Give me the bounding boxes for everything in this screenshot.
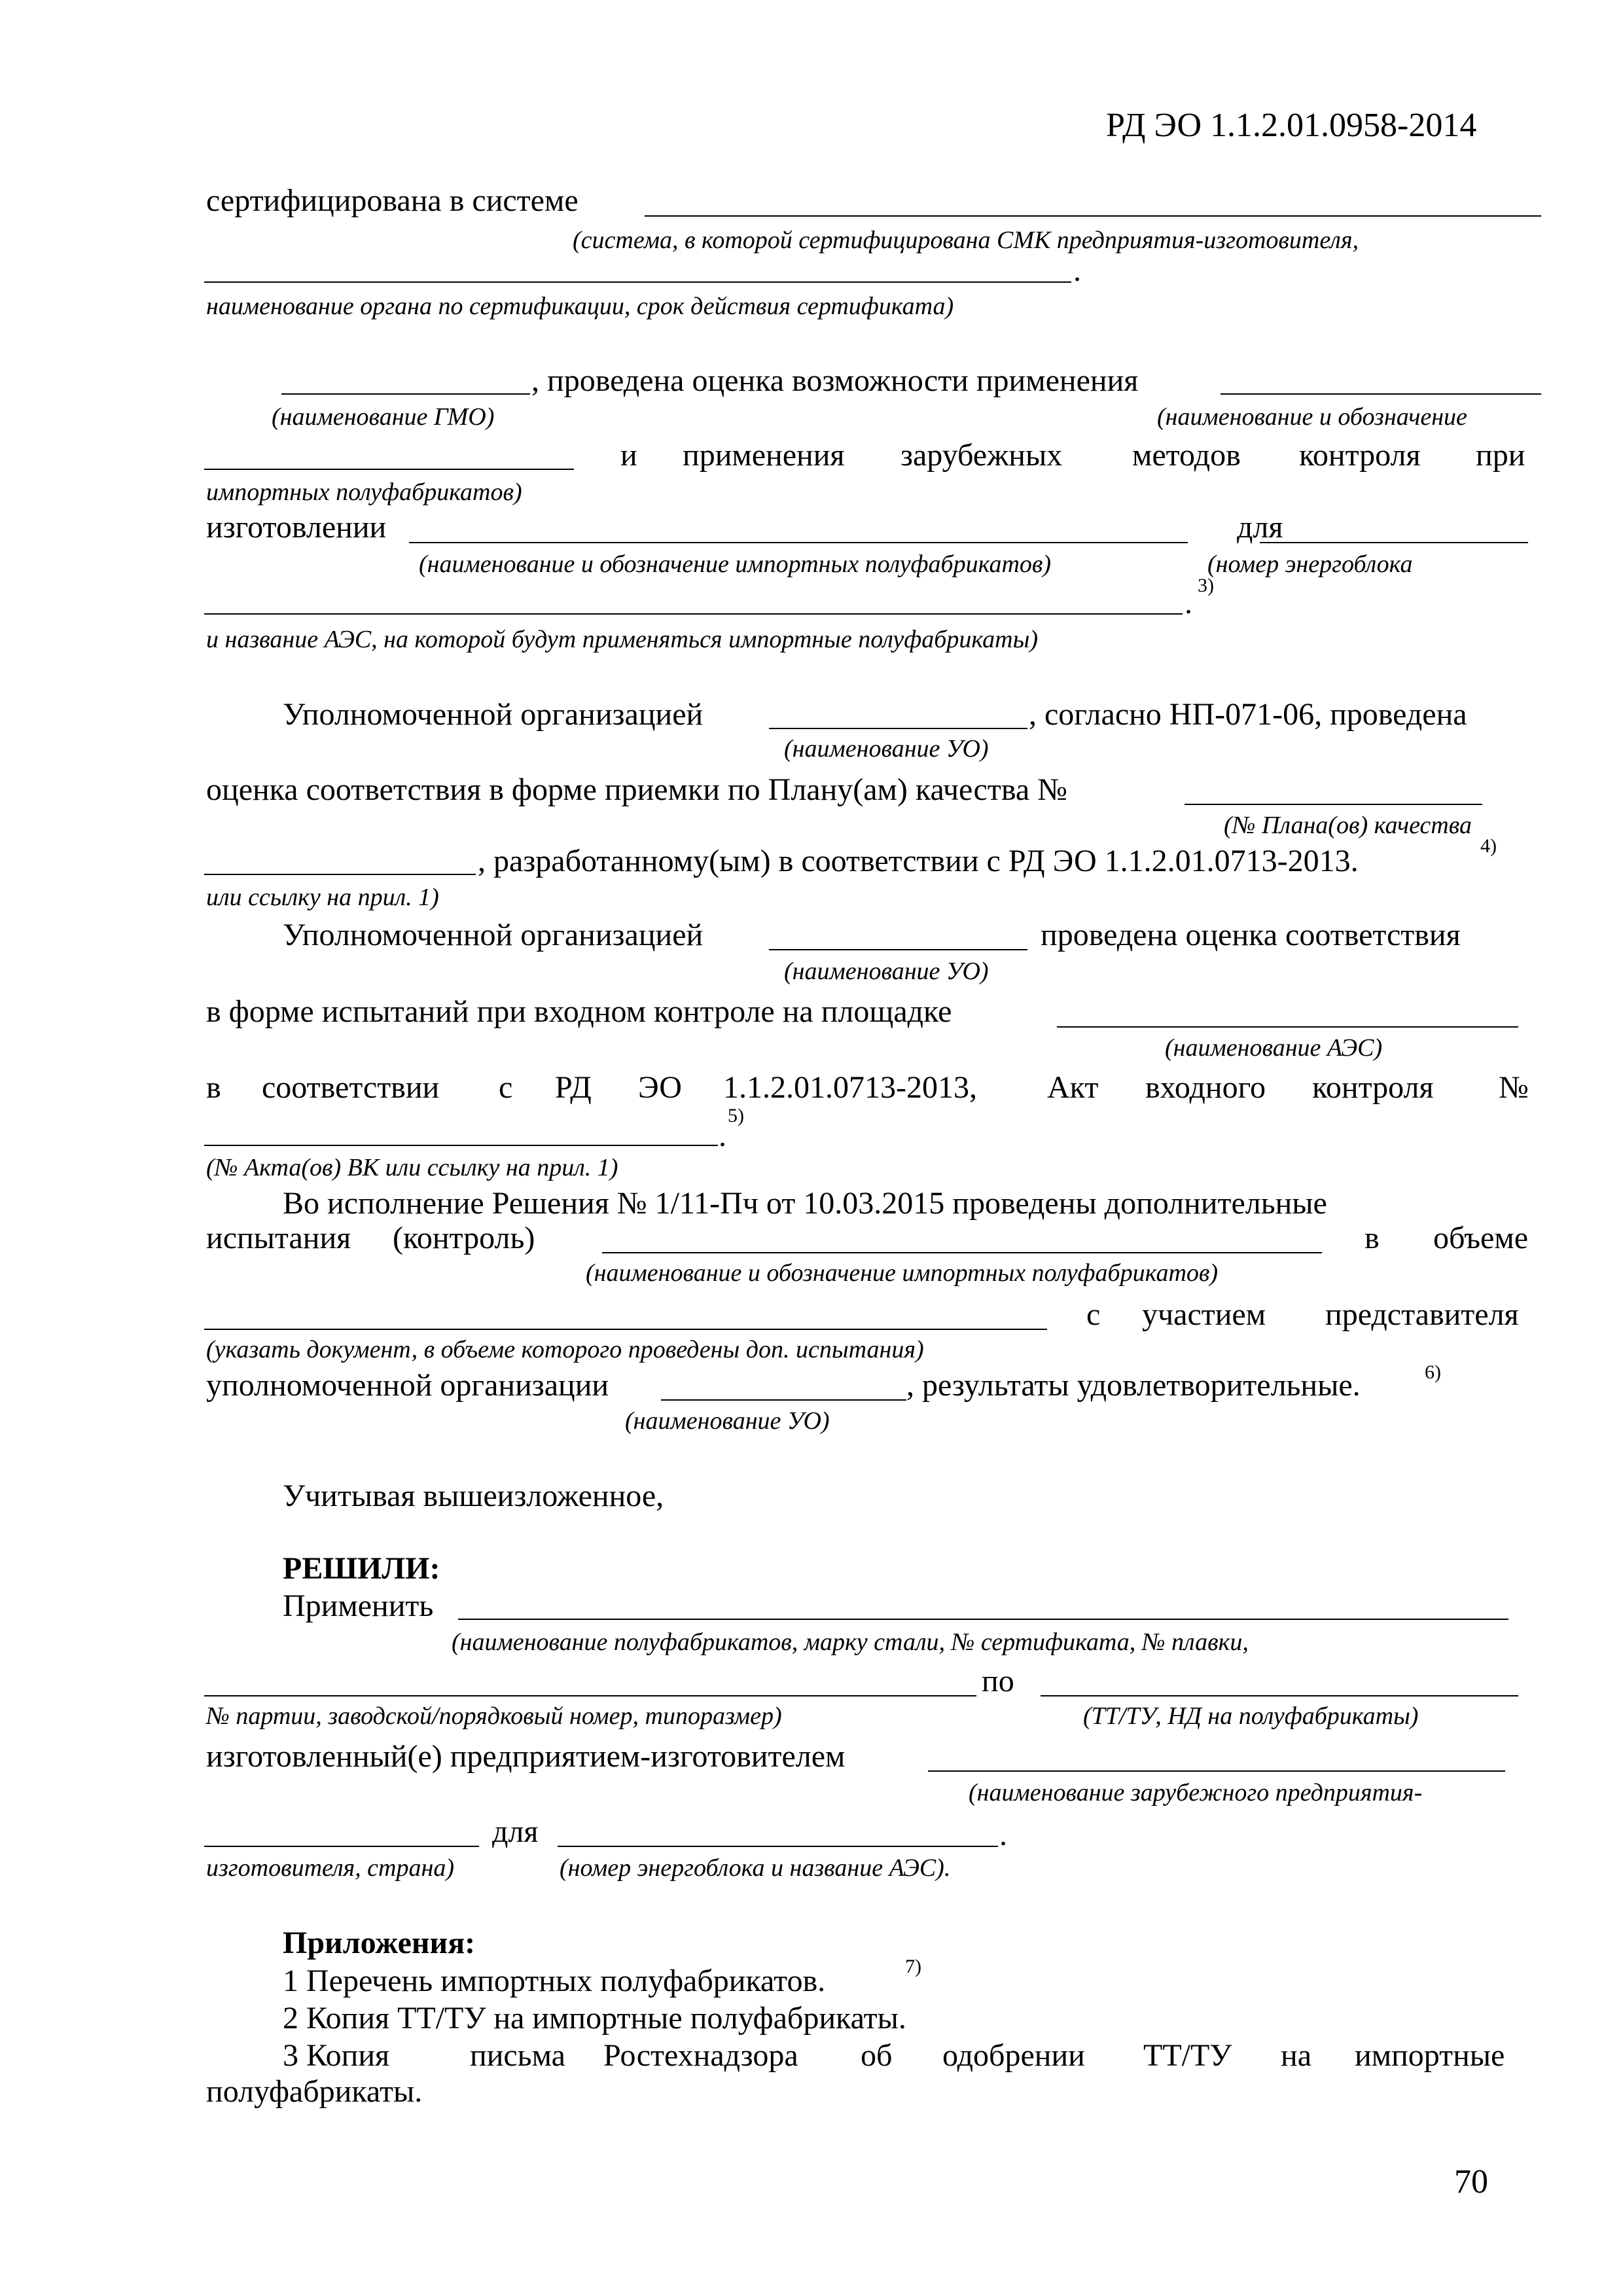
cert-body-blank[interactable] (204, 281, 1071, 283)
npp-hint: и название АЭС, на которой будут применяться импортные полуфабрикаты) (206, 626, 1038, 653)
dot: . (1185, 586, 1192, 620)
word-volume: объеме (1433, 1221, 1529, 1255)
plan-ref-blank[interactable] (204, 874, 476, 875)
apply-label: Применить (283, 1588, 434, 1623)
footnote-3: 3) (1198, 575, 1214, 596)
word-tt-tu: ТТ/ТУ (1143, 2038, 1232, 2073)
word-at: при (1476, 438, 1525, 473)
footnote-5: 5) (728, 1105, 744, 1126)
system-blank[interactable] (645, 215, 1541, 217)
npp-name-blank[interactable] (204, 613, 1183, 615)
for-label-2: для (492, 1814, 539, 1849)
specs-hint: (ТТ/ТУ, НД на полуфабрикаты) (1083, 1702, 1419, 1730)
word-on: на (1281, 2038, 1311, 2073)
assessment-text: , проведена оценка возможности применения (531, 363, 1139, 398)
products-blank[interactable] (602, 1252, 1322, 1253)
assessment-text-2: проведена оценка соответствия (1041, 918, 1461, 952)
dot: . (999, 1818, 1007, 1852)
word-act: Акт (1047, 1070, 1099, 1105)
system-hint: (система, в которой сертифицирована СМК предприятия-изготовителя, (573, 226, 1359, 254)
quality-plan-label: оценка соответствия в форме приемки по Плану(ам) качества № (206, 772, 1067, 807)
specs-blank[interactable] (1041, 1695, 1518, 1696)
quality-plan-hint: (№ Плана(ов) качества (1224, 812, 1472, 839)
product-name-hint: (наименование и обозначение (1157, 403, 1467, 431)
plan-ref-hint: или ссылку на прил. 1) (206, 884, 439, 911)
appendix-item-3-number: 3 Копия (283, 2038, 390, 2073)
products-spec-blank[interactable] (458, 1619, 1508, 1620)
unit-npp-blank[interactable] (558, 1846, 998, 1847)
compliance-text: , согласно НП-071-06, проведена (1029, 697, 1467, 732)
page-number: 70 (1454, 2163, 1488, 2200)
word-input: входного (1145, 1070, 1266, 1105)
number-sign: № (1499, 1070, 1529, 1105)
by-label: по (982, 1664, 1014, 1698)
footnote-6: 6) (1425, 1361, 1441, 1383)
uo-hint-2: (наименование УО) (784, 958, 989, 985)
decision-text: Во исполнение Решения № 1/11-Пч от 10.03.2015 проведены дополнительные (283, 1186, 1327, 1221)
word-eo: ЭО (638, 1070, 682, 1105)
footnote-7: 7) (905, 1956, 921, 1977)
authorized-org-label: Уполномоченной организацией (283, 697, 704, 732)
appendix-item-3-cont: полуфабрикаты. (206, 2074, 423, 2109)
uo-name-blank-3[interactable] (661, 1399, 906, 1401)
product-designation-hint: (наименование и обозначение импортных полуфабрикатов) (419, 550, 1052, 578)
uo-name-blank[interactable] (769, 728, 1027, 729)
word-import: импортные (1355, 2038, 1505, 2073)
word-approval: одобрении (942, 2038, 1085, 2073)
word-rostekhnadzor: Ростехнадзора (603, 2038, 798, 2073)
for-label: для (1237, 510, 1283, 545)
word-rd: РД (555, 1070, 592, 1105)
word-participation: участием (1142, 1297, 1266, 1332)
npp-hint-2: (наименование АЭС) (1165, 1034, 1383, 1062)
word-about: об (861, 2038, 893, 2073)
document-hint: (указать документ, в объеме которого проведены доп. испытания) (206, 1336, 924, 1363)
document-code: РД ЭО 1.1.2.01.0958-2014 (1106, 107, 1477, 144)
dot: . (1073, 253, 1081, 288)
manufacture-label: изготовлении (206, 510, 387, 545)
certified-in-system-label: сертифицирована в системе (206, 183, 579, 218)
manufacturer-blank[interactable] (928, 1770, 1505, 1772)
power-unit-hint: (номер энергоблока (1207, 550, 1413, 578)
manufacture-blank[interactable] (409, 542, 1188, 543)
developed-text: , разработанному(ым) в соответствии с РД ЭО 1.1.2.01.0713-2013. (478, 844, 1359, 878)
word-tests: испытания (206, 1221, 351, 1255)
power-unit-blank[interactable] (1260, 542, 1528, 543)
input-control-label: в форме испытаний при входном контроле на площадке (206, 994, 952, 1029)
batch-hint: № партии, заводской/порядковый номер, типоразмер) (206, 1702, 782, 1730)
word-apply: применения (683, 438, 845, 473)
authorized-org-label-2: Уполномоченной организацией (283, 918, 704, 952)
decided-heading: РЕШИЛИ: (283, 1551, 440, 1586)
word-accordance: соответствии (262, 1070, 440, 1105)
authorized-org-text: уполномоченной организации (206, 1368, 609, 1403)
appendix-item-1: 1 Перечень импортных полуфабрикатов. (283, 1964, 826, 1998)
country-blank[interactable] (204, 1846, 479, 1847)
word-control: контроля (1299, 438, 1421, 473)
document-blank[interactable] (204, 1329, 1047, 1330)
import-products-hint: импортных полуфабрикатов) (206, 478, 522, 506)
import-products-blank[interactable] (204, 469, 574, 470)
word-methods: методов (1132, 438, 1241, 473)
word-control-paren: (контроль) (393, 1221, 535, 1255)
word-in: в (206, 1070, 221, 1105)
act-number-blank[interactable] (204, 1145, 718, 1146)
products-hint: (наименование и обозначение импортных полуфабрикатов) (586, 1259, 1219, 1287)
unit-npp-hint: (номер энергоблока и название АЭС). (560, 1854, 951, 1882)
cert-body-hint: наименование органа по сертификации, срок действия сертификата) (206, 293, 954, 320)
word-letter: письма (470, 2038, 565, 2073)
products-spec-hint: (наименование полуфабрикатов, марку стали, № сертификата, № плавки, (452, 1628, 1249, 1656)
uo-name-blank-2[interactable] (769, 949, 1027, 950)
appendices-heading: Приложения: (283, 1926, 476, 1960)
batch-blank[interactable] (204, 1695, 976, 1696)
site-blank[interactable] (1057, 1026, 1518, 1028)
word-with-2: с (1086, 1297, 1101, 1332)
word-representative: представителя (1325, 1297, 1519, 1332)
act-hint: (№ Акта(ов) ВК или ссылку на прил. 1) (206, 1154, 618, 1181)
standard-number: 1.1.2.01.0713-2013, (723, 1070, 977, 1105)
word-foreign: зарубежных (901, 438, 1063, 473)
country-hint: изготовителя, страна) (206, 1854, 454, 1882)
footnote-4: 4) (1480, 835, 1497, 857)
appendix-item-2: 2 Копия ТТ/ТУ на импортные полуфабрикаты. (283, 2001, 906, 2036)
dot: . (719, 1119, 726, 1153)
word-in-2: в (1364, 1221, 1380, 1255)
considering-text: Учитывая вышеизложенное, (283, 1479, 664, 1513)
gmo-hint: (наименование ГМО) (272, 403, 495, 431)
uo-hint-3: (наименование УО) (625, 1407, 830, 1435)
manufactured-by-label: изготовленный(е) предприятием-изготовителем (206, 1739, 846, 1774)
gmo-blank[interactable] (281, 393, 530, 395)
word-with: с (499, 1070, 513, 1105)
word-and: и (620, 438, 637, 473)
manufacturer-hint: (наименование зарубежного предприятия- (969, 1779, 1423, 1806)
quality-plan-blank[interactable] (1185, 804, 1482, 805)
results-text: , результаты удовлетворительные. (906, 1368, 1361, 1403)
product-name-blank[interactable] (1221, 393, 1541, 395)
uo-hint: (наименование УО) (784, 735, 989, 762)
word-control-2: контроля (1312, 1070, 1434, 1105)
